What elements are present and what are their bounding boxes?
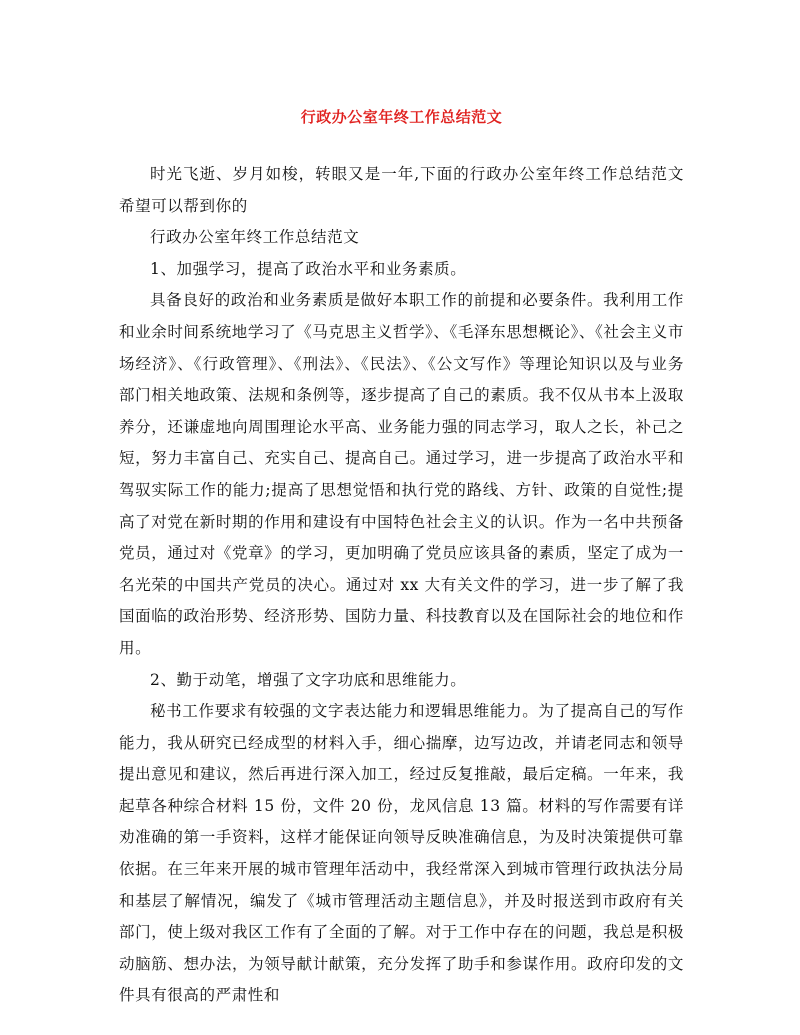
intro-paragraph: 时光飞逝、岁月如梭，转眼又是一年,下面的行政办公室年终工作总结范文希望可以帮到你的 (119, 165, 684, 215)
document-body (119, 159, 684, 1012)
section-heading: 行政办公室年终工作总结范文 (150, 228, 360, 247)
item-heading-2: 2、勤于动笔，增强了文字功底和思维能力。 (150, 670, 467, 689)
document-title: 行政办公室年终工作总结范文 (300, 108, 503, 126)
body-paragraph-1: 具备良好的政治和业务素质是做好本职工作的前提和必要条件。我利用工作和业余时间系统地学习了《马克思主义哲学》、《毛泽东思想概论》、《社会主义市场经济》、《行政管理》、《刑法》、《民法》、《公文写作》等理论知识以及与业务部门相关地政策、法规和条例等，逐步提高了自己的素质。我不仅从书本上汲取养分，还谦虚地向周围理论水平高、业务能力强的同志学习，取人之长，补己之短，努力丰富自己、充实自己、提高自己。通过学习，进一步提高了政治水平和驾驭实际工作的能力;提高了思想觉悟和执行党的路线、方针、政策的自觉性;提高了对党在新时期的作用和建设有中国特色社会主义的认识。作为一名中共预备党员，通过对《党章》的学习，更加明确了党员应该具备的素质，坚定了成为一名光荣的中国共产党员的决心。通过对 xx 大有关文件的学习，进一步了解了我国面临的政治形势、经济形势、国防力量、科技教育以及在国际社会的地位和作用。 (119, 291, 684, 657)
body-paragraph-2: 秘书工作要求有较强的文字表达能力和逻辑思维能力。为了提高自己的写作能力，我从研究已经成型的材料入手，细心揣摩，边写边改，并请老同志和领导提出意见和建议，然后再进行深入加工，经过反复推敲，最后定稿。一年来，我起草各种综合材料 15 份，文件 20 份，龙风信息 13 篇。材料的写作需要有详劝准确的第一手资料，这样才能保证向领导反映准确信息，为及时决策提供可靠依据。在三年来开展的城市管理年活动中，我经常深入到城市管理行政执法分局和基层了解情况，编发了《城市管理活动主题信息》，并及时报送到市政府有关部门，使上级对我区工作有了全面的了解。对于工作中存在的问题，我总是积极动脑筋、想办法，为领导献计献策，充分发挥了助手和参谋作用。政府印发的文件具有很高的严肃性和 (119, 702, 684, 1005)
item-heading-1: 1、加强学习，提高了政治水平和业务素质。 (150, 259, 467, 278)
